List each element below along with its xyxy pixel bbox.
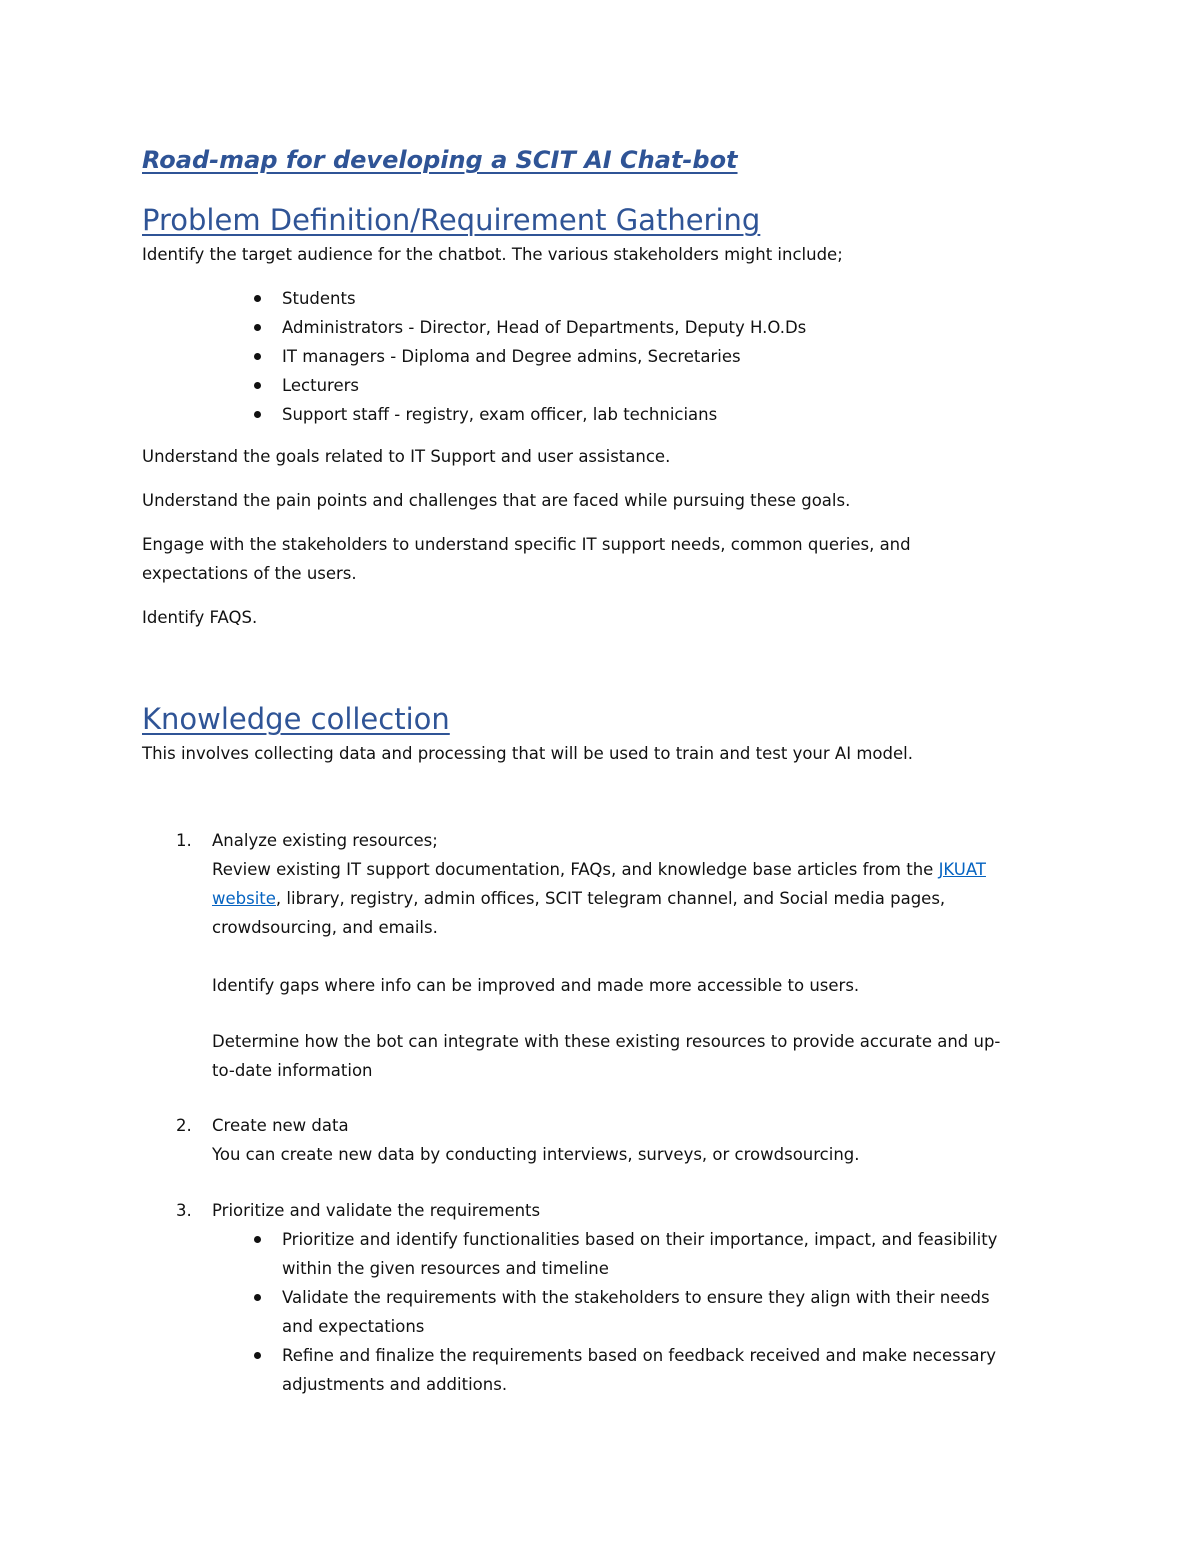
bullet-icon [254,295,261,302]
item-number: 3. [176,1201,192,1220]
list-item: Administrators - Director, Head of Departments, Deputy H.O.Ds [282,313,806,342]
item-number: 2. [176,1116,192,1135]
jkuat-website-link[interactable]: JKUAT website [212,860,986,908]
bullet-icon [254,1352,261,1359]
item-body [212,826,1042,1085]
bullet-icon [254,1236,261,1243]
bullet-icon [254,382,261,389]
item-title: Analyze existing resources; [212,831,438,850]
bullet-icon [254,324,261,331]
list-item: Students [282,284,806,313]
item-body [212,1196,1042,1225]
list-item: Lecturers [282,371,806,400]
list-item: Support staff - registry, exam officer, lab technicians [282,400,806,429]
document-title: Road-map for developing a SCIT AI Chat-bot [142,146,738,174]
paragraph-goals: Understand the goals related to IT Support and user assistance. [142,447,671,466]
knowledge-intro: This involves collecting data and processing that will be used to train and test your AI model. [142,744,913,763]
gaps-text: Identify gaps where info can be improved and made more accessible to users. [212,976,860,995]
item-title: Prioritize and validate the requirements [212,1201,541,1220]
review-text: Review existing IT support documentation, FAQs, and knowledge base articles from the JKUAT website, library, registry, admin offices, SCIT telegram channel, and Social media pages, crowdsourcing, and emails. [212,860,986,937]
bullet-icon [254,353,261,360]
item-text: You can create new data by conducting interviews, surveys, or crowdsourcing. [212,1145,860,1164]
paragraph-pain-points: Understand the pain points and challenges that are faced while pursuing these goals. [142,491,851,510]
stakeholders-intro: Identify the target audience for the chatbot. The various stakeholders might include; [142,245,843,264]
paragraph-engage: Engage with the stakeholders to understand specific IT support needs, common queries, and expectations of the users. [142,535,911,583]
paragraph-faqs: Identify FAQS. [142,608,258,627]
item-body [212,1111,1042,1169]
section-heading-problem-definition: Problem Definition/Requirement Gathering [142,203,761,237]
bullet-icon [254,411,261,418]
list-item: Prioritize and identify functionalities based on their importance, impact, and feasibility within the given resources and timeline [282,1225,1052,1283]
list-item: IT managers - Diploma and Degree admins, Secretaries [282,342,806,371]
list-item: Refine and finalize the requirements based on feedback received and make necessary adjustments and additions. [282,1341,1052,1399]
item-number: 1. [176,831,192,850]
item-title: Create new data [212,1116,349,1135]
stakeholder-list [282,284,806,429]
section-heading-knowledge-collection: Knowledge collection [142,702,450,736]
bullet-icon [254,1294,261,1301]
integrate-text: Determine how the bot can integrate with these existing resources to provide accurate and up- to-date information [212,1032,1001,1080]
list-item: Validate the requirements with the stakeholders to ensure they align with their needs and expectations [282,1283,1052,1341]
requirements-list [282,1225,1052,1399]
